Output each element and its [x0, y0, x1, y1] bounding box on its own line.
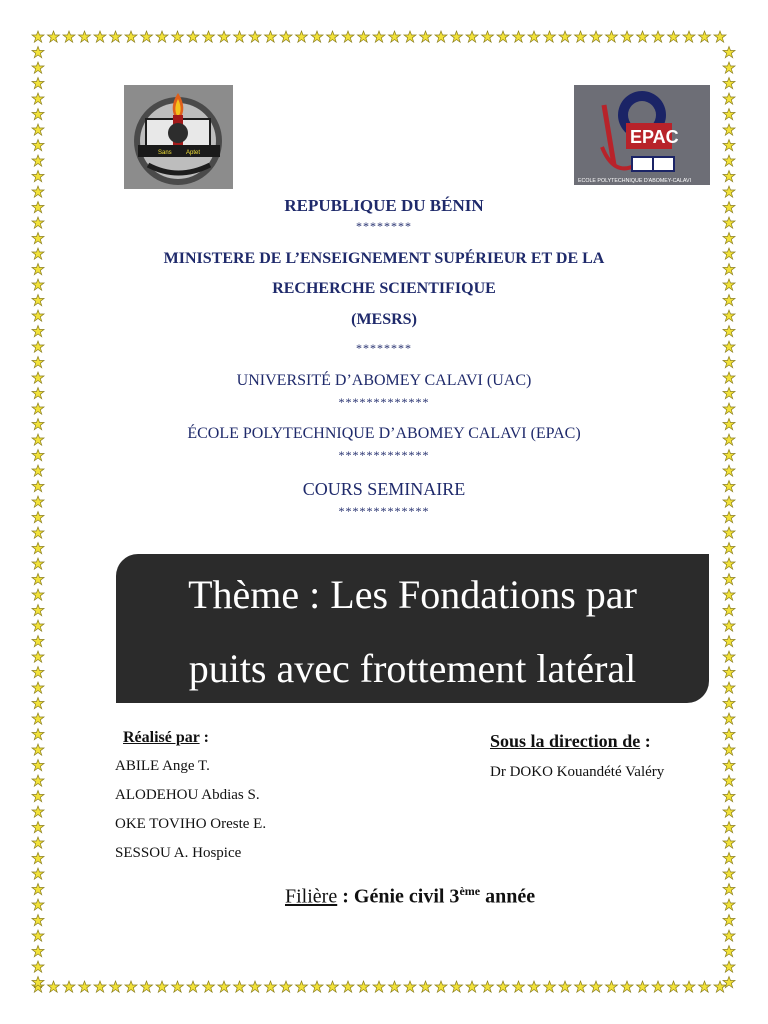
author-name: SESSOU A. Hospice — [115, 845, 242, 861]
direction-heading-colon: : — [640, 731, 651, 751]
filiere-separator: : — [337, 885, 354, 908]
ministry-line-1: MINISTERE DE L’ENSEIGNEMENT SUPÉRIEUR ET DE LA — [163, 250, 605, 267]
author-name: ALODEHOU Abdias S. — [115, 787, 260, 803]
theme-title-line-1: Thème : Les Fondations par — [188, 572, 637, 617]
direction-heading-label: Sous la direction de — [490, 731, 641, 751]
author-name: ABILE Ange T. — [115, 758, 210, 774]
epac-logo-caption: ECOLE POLYTECHNIQUE D'ABOMEY-CALAVI — [578, 178, 692, 184]
ministry-abbreviation: (MESRS) — [351, 311, 417, 328]
filiere-tail: année — [480, 885, 536, 908]
separator: ******** — [356, 219, 412, 233]
epac-logo-badge: EPAC — [630, 127, 679, 147]
separator: ******** — [356, 341, 412, 355]
filiere-line — [285, 884, 535, 909]
uac-logo-text-left: Sans — [158, 150, 172, 156]
uac-logo — [124, 85, 233, 189]
republic-title: REPUBLIQUE DU BÉNIN — [284, 196, 484, 215]
authors-heading-label: Réalisé par — [123, 729, 200, 746]
ministry-line-2: RECHERCHE SCIENTIFIQUE — [272, 280, 496, 297]
uac-logo-text-right: Aptet — [186, 150, 201, 156]
filiere-label: Filière — [285, 885, 338, 908]
school-name: ÉCOLE POLYTECHNIQUE D’ABOMEY CALAVI (EPAC) — [187, 425, 581, 442]
separator: ************* — [338, 504, 430, 518]
university-name: UNIVERSITÉ D’ABOMEY CALAVI (UAC) — [236, 372, 532, 389]
filiere-value: Génie civil 3 — [353, 885, 460, 908]
authors-heading — [123, 729, 209, 747]
supervisor-name: Dr DOKO Kouandété Valéry — [490, 764, 665, 780]
course-title: COURS SEMINAIRE — [302, 479, 466, 499]
theme-title-line-2: puits avec frottement latéral — [188, 646, 637, 691]
separator: ************* — [338, 448, 430, 462]
filiere-superscript: ème — [459, 884, 481, 898]
epac-logo — [574, 85, 710, 185]
author-name: OKE TOVIHO Oreste E. — [115, 816, 267, 832]
separator: ************* — [338, 395, 430, 409]
authors-heading-colon: : — [199, 729, 209, 746]
direction-heading — [490, 731, 651, 752]
